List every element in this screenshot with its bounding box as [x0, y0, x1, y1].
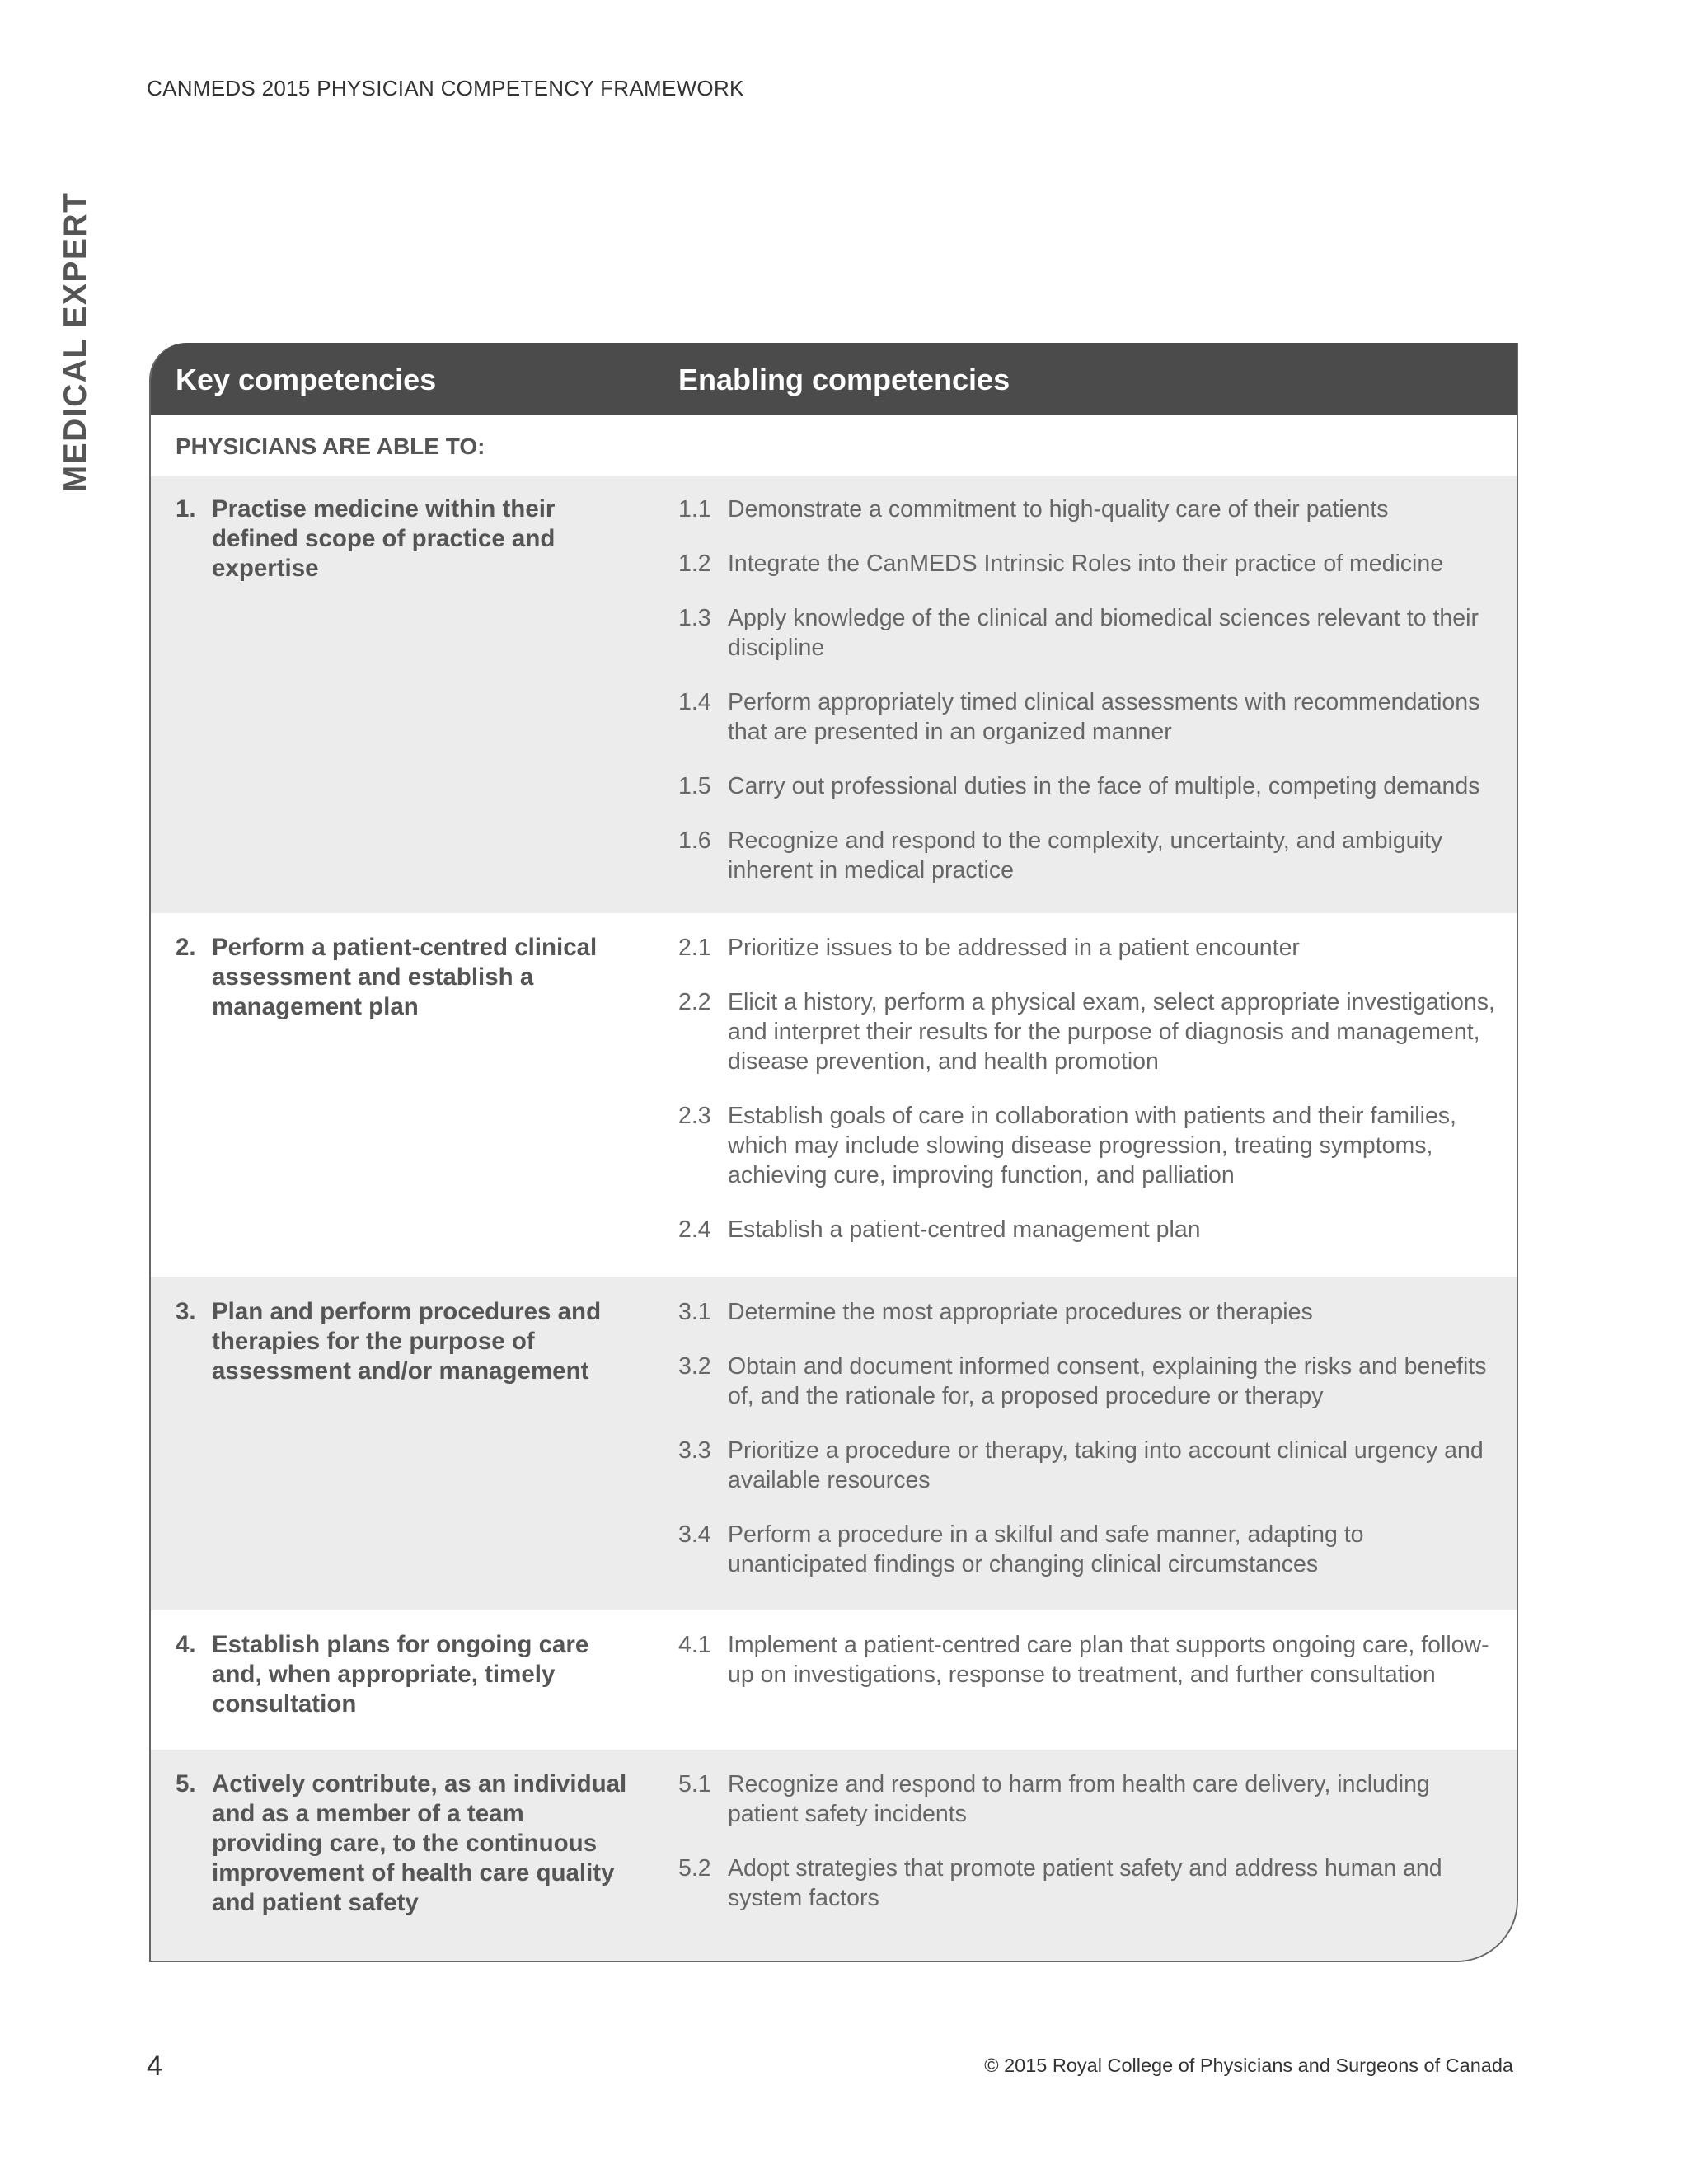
enabling-item-number: 1.2	[678, 551, 711, 577]
enabling-item-number: 2.4	[678, 1216, 711, 1243]
enabling-item-text: Elicit a history, perform a physical exam, select appropriate investigations, and interpret their results for the purpose of diagnosis and management, disease prevention, and health promotion	[728, 989, 1495, 1075]
table-row	[151, 1750, 1517, 1961]
enabling-item	[678, 826, 1500, 885]
key-competency-text: Practise medicine within their defined scope of practice and expertise	[212, 495, 556, 582]
enabling-item-text: Prioritize a procedure or therapy, taking into account clinical urgency and available resources	[728, 1437, 1484, 1493]
column-header-key: Key competencies	[176, 363, 437, 396]
enabling-item-text: Implement a patient-centred care plan that supports ongoing care, follow-up on investigations, response to treatment, and further consultation	[728, 1632, 1489, 1688]
enabling-item	[678, 987, 1500, 1076]
key-competency-text: Establish plans for ongoing care and, when appropriate, timely consultation	[212, 1631, 589, 1718]
enabling-item	[678, 933, 1500, 963]
enabling-competencies	[654, 933, 1517, 1277]
enabling-item-number: 2.2	[678, 989, 711, 1015]
enabling-item-text: Integrate the CanMEDS Intrinsic Roles into their practice of medicine	[728, 551, 1444, 577]
table-row	[151, 1610, 1517, 1750]
enabling-item	[678, 549, 1500, 579]
enabling-item-text: Prioritize issues to be addressed in a patient encounter	[728, 935, 1300, 961]
enabling-item	[678, 1352, 1500, 1411]
key-competency	[151, 1630, 654, 1750]
enabling-competencies	[654, 1769, 1517, 1961]
copyright-notice: © 2015 Royal College of Physicians and Surgeons of Canada	[984, 2055, 1513, 2076]
enabling-item-text: Recognize and respond to harm from health care delivery, including patient safety incidents	[728, 1771, 1430, 1827]
enabling-item-number: 5.2	[678, 1855, 711, 1882]
side-section-label: MEDICAL EXPERT	[58, 191, 93, 493]
enabling-item-text: Obtain and document informed consent, explaining the risks and benefits of, and the rationale for, a proposed procedure or therapy	[728, 1353, 1487, 1409]
enabling-item	[678, 1101, 1500, 1190]
enabling-item-number: 2.1	[678, 935, 711, 961]
enabling-item	[678, 1854, 1500, 1913]
enabling-item	[678, 1297, 1500, 1327]
key-competency-number: 2.	[176, 934, 196, 961]
enabling-item-number: 1.5	[678, 773, 711, 799]
table-subheading: PHYSICIANS ARE ABLE TO:	[151, 415, 1517, 476]
enabling-item-number: 1.6	[678, 827, 711, 854]
enabling-competencies	[654, 1630, 1517, 1750]
key-competency-text: Plan and perform procedures and therapies for the purpose of assessment and/or management	[212, 1298, 602, 1385]
enabling-item-text: Recognize and respond to the complexity, uncertainty, and ambiguity inherent in medical practice	[728, 827, 1443, 883]
enabling-item-number: 1.3	[678, 605, 711, 631]
enabling-item-text: Establish a patient-centred management plan	[728, 1216, 1201, 1243]
enabling-item-text: Perform a procedure in a skilful and safe manner, adapting to unanticipated findings or changing clinical circumstances	[728, 1521, 1364, 1577]
table-header	[151, 343, 1517, 415]
enabling-item	[678, 494, 1500, 524]
enabling-item-text: Perform appropriately timed clinical assessments with recommendations that are presented in an organized manner	[728, 689, 1480, 745]
enabling-competencies	[654, 1297, 1517, 1610]
enabling-item	[678, 1215, 1500, 1244]
enabling-item	[678, 1436, 1500, 1495]
enabling-item-number: 3.2	[678, 1353, 711, 1380]
key-competency	[151, 1769, 654, 1961]
enabling-item	[678, 1769, 1500, 1829]
enabling-item-number: 3.1	[678, 1299, 711, 1325]
enabling-item	[678, 771, 1500, 801]
key-competency-text: Actively contribute, as an individual and as a member of a team providing care, to the continuous improvement of health care quality and patient safety	[212, 1770, 627, 1916]
running-header: CANMEDS 2015 PHYSICIAN COMPETENCY FRAMEWORK	[147, 76, 744, 101]
enabling-item	[678, 603, 1500, 663]
key-competency-number: 5.	[176, 1770, 196, 1797]
enabling-item-number: 2.3	[678, 1103, 711, 1129]
enabling-item	[678, 1520, 1500, 1579]
enabling-item-text: Apply knowledge of the clinical and biomedical sciences relevant to their discipline	[728, 605, 1479, 661]
key-competency	[151, 933, 654, 1277]
enabling-item	[678, 1630, 1500, 1690]
enabling-item-text: Carry out professional duties in the face of multiple, competing demands	[728, 773, 1480, 799]
table-row	[151, 476, 1517, 913]
enabling-item-number: 1.4	[678, 689, 711, 715]
table-row	[151, 1277, 1517, 1610]
page-number: 4	[147, 2050, 162, 2082]
enabling-item-number: 5.1	[678, 1771, 711, 1797]
key-competency-number: 3.	[176, 1298, 196, 1325]
enabling-item-text: Establish goals of care in collaboration with patients and their families, which may include slowing disease progression, treating symptoms, achieving cure, improving function, and palliation	[728, 1103, 1456, 1188]
enabling-item-text: Adopt strategies that promote patient safety and address human and system factors	[728, 1855, 1442, 1911]
key-competency-number: 4.	[176, 1631, 196, 1658]
enabling-item-number: 3.3	[678, 1437, 711, 1464]
column-header-enabling: Enabling competencies	[678, 363, 1010, 396]
enabling-item-number: 1.1	[678, 496, 711, 523]
enabling-item-number: 3.4	[678, 1521, 711, 1548]
enabling-item	[678, 687, 1500, 747]
key-competency-number: 1.	[176, 495, 196, 523]
key-competency-text: Perform a patient-centred clinical assessment and establish a management plan	[212, 934, 598, 1020]
enabling-item-text: Determine the most appropriate procedures or therapies	[728, 1299, 1313, 1325]
table-row	[151, 913, 1517, 1277]
key-competency	[151, 1297, 654, 1610]
enabling-item-text: Demonstrate a commitment to high-quality care of their patients	[728, 496, 1389, 523]
competency-table	[149, 343, 1518, 1962]
enabling-item-number: 4.1	[678, 1632, 711, 1658]
enabling-competencies	[654, 494, 1517, 913]
key-competency	[151, 494, 654, 913]
